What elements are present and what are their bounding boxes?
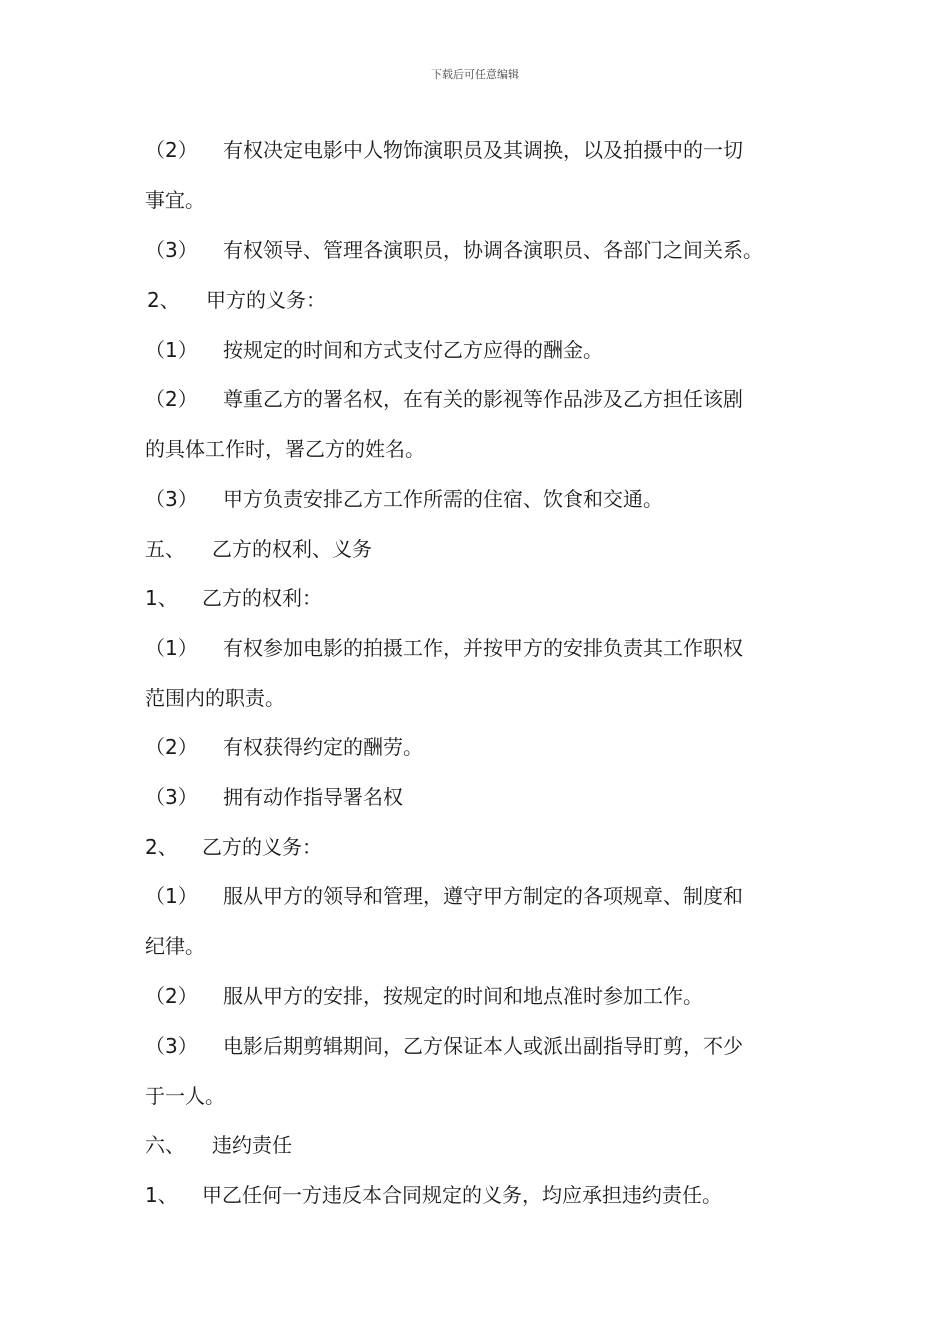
line-13 [145,733,830,761]
item-text: 事宜。 [145,188,205,212]
item-text: 电影后期剪辑期间，乙方保证本人或派出副指导盯剪，不少 [223,1034,743,1058]
item-text: 甲方负责安排乙方工作所需的住宿、饮食和交通。 [223,487,663,511]
item-text: 乙方的权利、义务 [212,537,372,561]
line-16 [145,882,830,910]
item-marker: 六、 [145,1133,185,1157]
item-text: 的具体工作时，署乙方的姓名。 [145,437,425,461]
item-text: 有权参加电影的拍摄工作，并按甲方的安排负责其工作职权 [223,636,743,660]
line-21 [145,1131,830,1159]
line-1 [145,136,830,164]
line-10 [145,584,830,612]
item-text: 按规定的时间和方式支付乙方应得的酬金。 [223,338,603,362]
item-text: 有权获得约定的酬劳。 [223,735,423,759]
item-text: 尊重乙方的署名权，在有关的影视等作品涉及乙方担任该剧 [223,387,743,411]
line-2 [145,186,830,214]
item-marker: 五、 [145,537,185,561]
item-marker: （3） [145,487,198,511]
line-12 [145,684,830,712]
item-marker: 1、 [145,1183,178,1207]
line-18 [145,982,830,1010]
line-5 [145,336,830,364]
line-7 [145,435,830,463]
item-text: 有权领导、管理各演职员，协调各演职员、各部门之间关系。 [223,238,763,262]
item-text: 范围内的职责。 [145,686,285,710]
item-marker: 2、 [147,288,180,312]
item-text: 乙方的义务： [202,835,322,859]
item-text: 服从甲方的领导和管理，遵守甲方制定的各项规章、制度和 [223,884,743,908]
item-text: 服从甲方的安排，按规定的时间和地点准时参加工作。 [223,984,703,1008]
page-header: 下载后可任意编辑 [431,68,519,81]
line-9 [145,535,830,563]
line-22 [145,1181,830,1209]
line-15 [145,833,830,861]
line-11 [145,634,830,662]
item-marker: （1） [145,636,198,660]
item-marker: （3） [145,1034,198,1058]
line-6 [145,385,830,413]
item-text: 乙方的权利： [202,586,322,610]
line-4 [147,286,830,314]
item-marker: （2） [145,387,198,411]
item-text: 有权决定电影中人物饰演职员及其调换，以及拍摄中的一切 [223,138,743,162]
line-8 [145,485,830,513]
item-text: 于一人。 [145,1084,225,1108]
line-17 [145,932,830,960]
item-marker: （1） [145,338,198,362]
item-marker: （1） [145,884,198,908]
line-20 [145,1082,830,1110]
line-19 [145,1032,830,1060]
item-marker: 1、 [145,586,178,610]
item-marker: （2） [145,984,198,1008]
item-marker: （2） [145,138,198,162]
item-text: 甲方的义务： [206,288,326,312]
item-marker: 2、 [145,835,178,859]
item-text: 拥有动作指导署名权 [223,785,403,809]
item-text: 甲乙任何一方违反本合同规定的义务，均应承担违约责任。 [202,1183,722,1207]
item-text: 纪律。 [145,934,205,958]
item-marker: （2） [145,735,198,759]
item-text: 违约责任 [212,1133,292,1157]
item-marker: （3） [145,238,198,262]
line-3 [145,236,830,264]
line-14 [145,783,830,811]
item-marker: （3） [145,785,198,809]
